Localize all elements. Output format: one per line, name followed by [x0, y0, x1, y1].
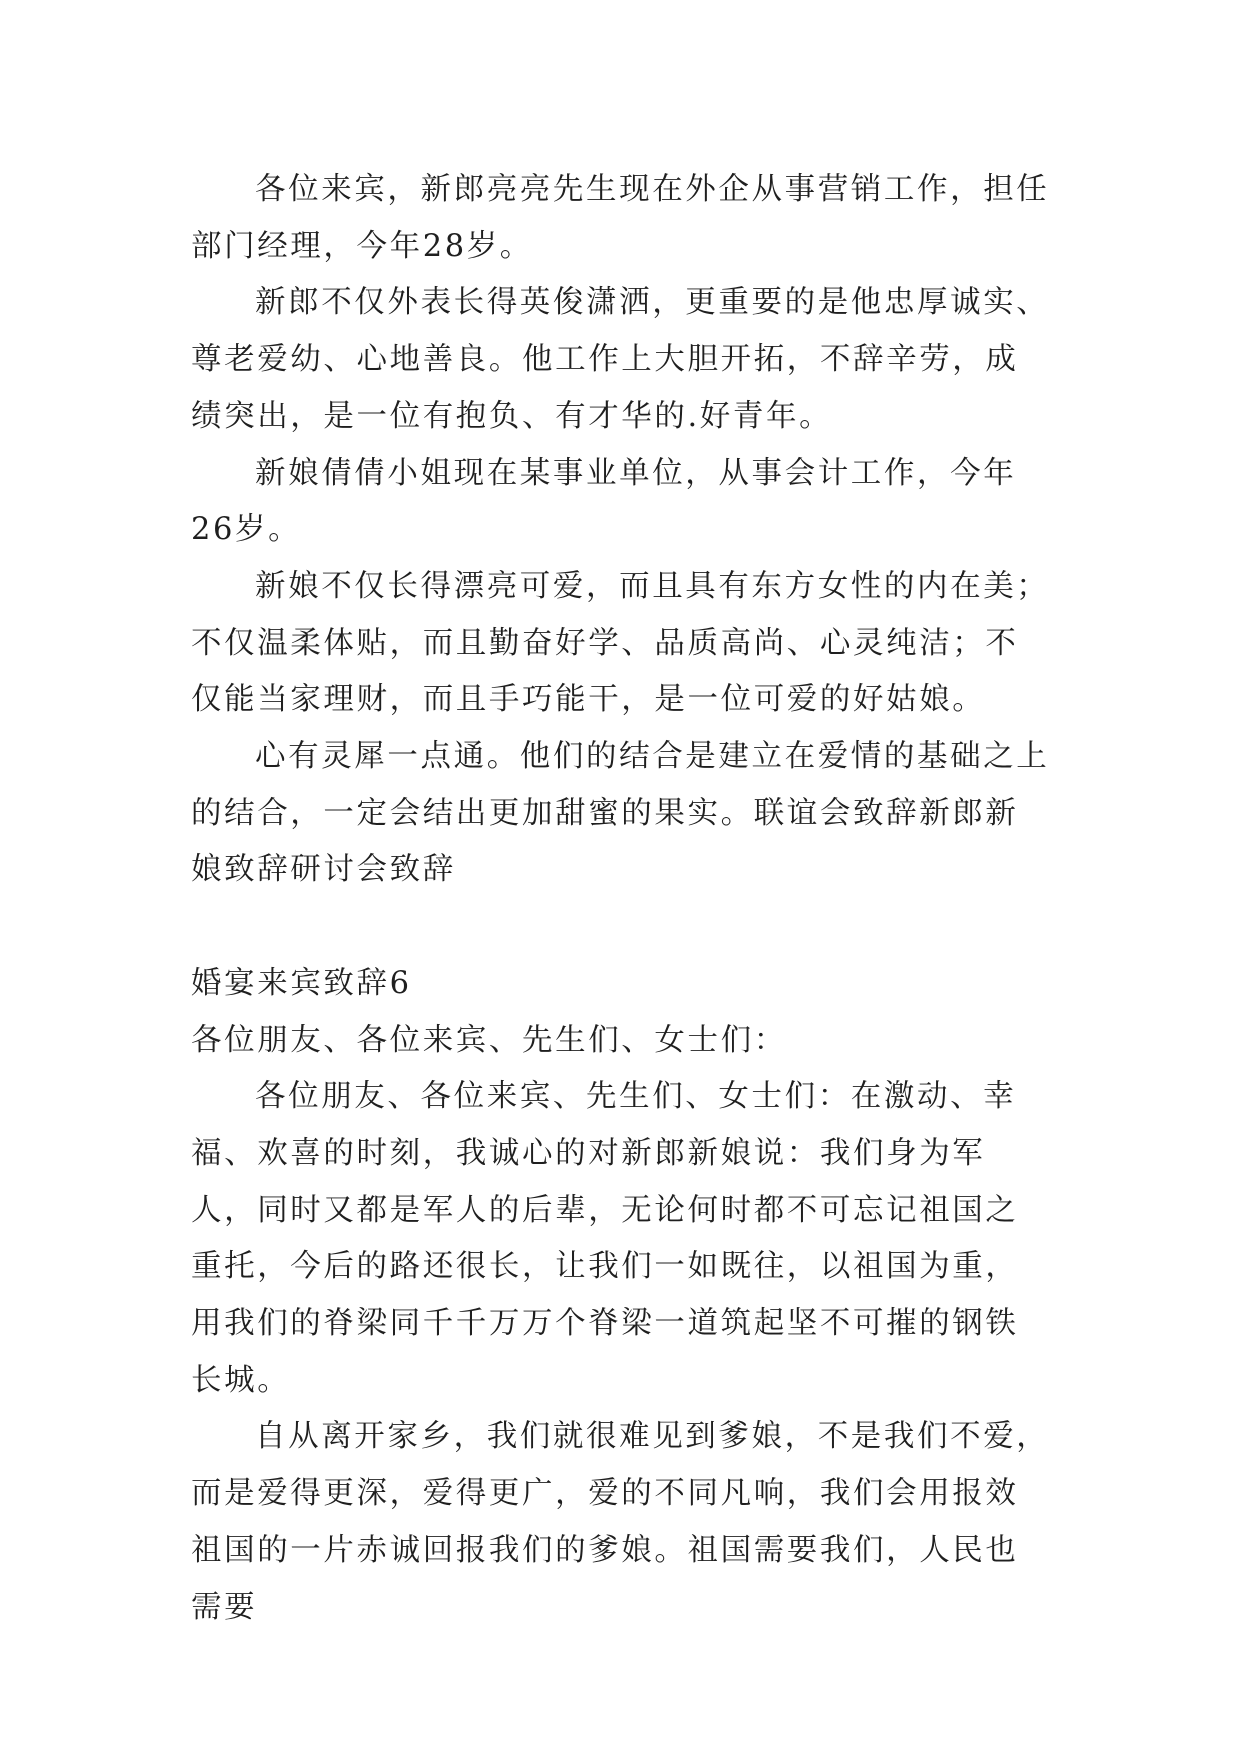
- document-body: [191, 162, 1051, 1636]
- section-title: 婚宴来宾致辞6: [191, 965, 412, 1001]
- paragraph-groom-job: 各位来宾，新郎亮亮先生现在外企从事营销工作，担任部门经理，今年28岁。: [191, 172, 1050, 264]
- paragraph-parents: 自从离开家乡，我们就很难见到爹娘，不是我们不爱，而是爱得更深，爱得更广，爱的不同凡响，我们会用报效祖国的一片赤诚回报我们的爹娘。祖国需要我们，人民也需要: [191, 1419, 1050, 1625]
- paragraph-blessing: 心有灵犀一点通。他们的结合是建立在爱情的基础之上的结合，一定会结出更加甜蜜的果实。联谊会致辞新郎新娘致辞研讨会致辞: [191, 739, 1050, 888]
- paragraph-bride-job: 新娘倩倩小姐现在某事业单位，从事会计工作，今年26岁。: [191, 455, 1017, 548]
- salutation: 各位朋友、各位来宾、先生们、女士们：: [191, 1022, 787, 1058]
- paragraph-groom-character: 新郎不仅外表长得英俊潇洒，更重要的是他忠厚诚实、尊老爱幼、心地善良。他工作上大胆开拓，不辞辛劳，成绩突出，是一位有抱负、有才华的.好青年。: [191, 285, 1050, 434]
- paragraph-military-vow: 各位朋友、各位来宾、先生们、女士们：在激动、幸福、欢喜的时刻，我诚心的对新郎新娘说：我们身为军人，同时又都是军人的后辈，无论何时都不可忘记祖国之重托，今后的路还很长，让我们一如既往，以祖国为重，用我们的脊梁同千千万万个脊梁一道筑起坚不可摧的钢铁长城。: [191, 1079, 1019, 1398]
- paragraph-bride-character: 新娘不仅长得漂亮可爱，而且具有东方女性的内在美；不仅温柔体贴，而且勤奋好学、品质高尚、心灵纯洁；不仅能当家理财，而且手巧能干，是一位可爱的好姑娘。: [191, 568, 1050, 718]
